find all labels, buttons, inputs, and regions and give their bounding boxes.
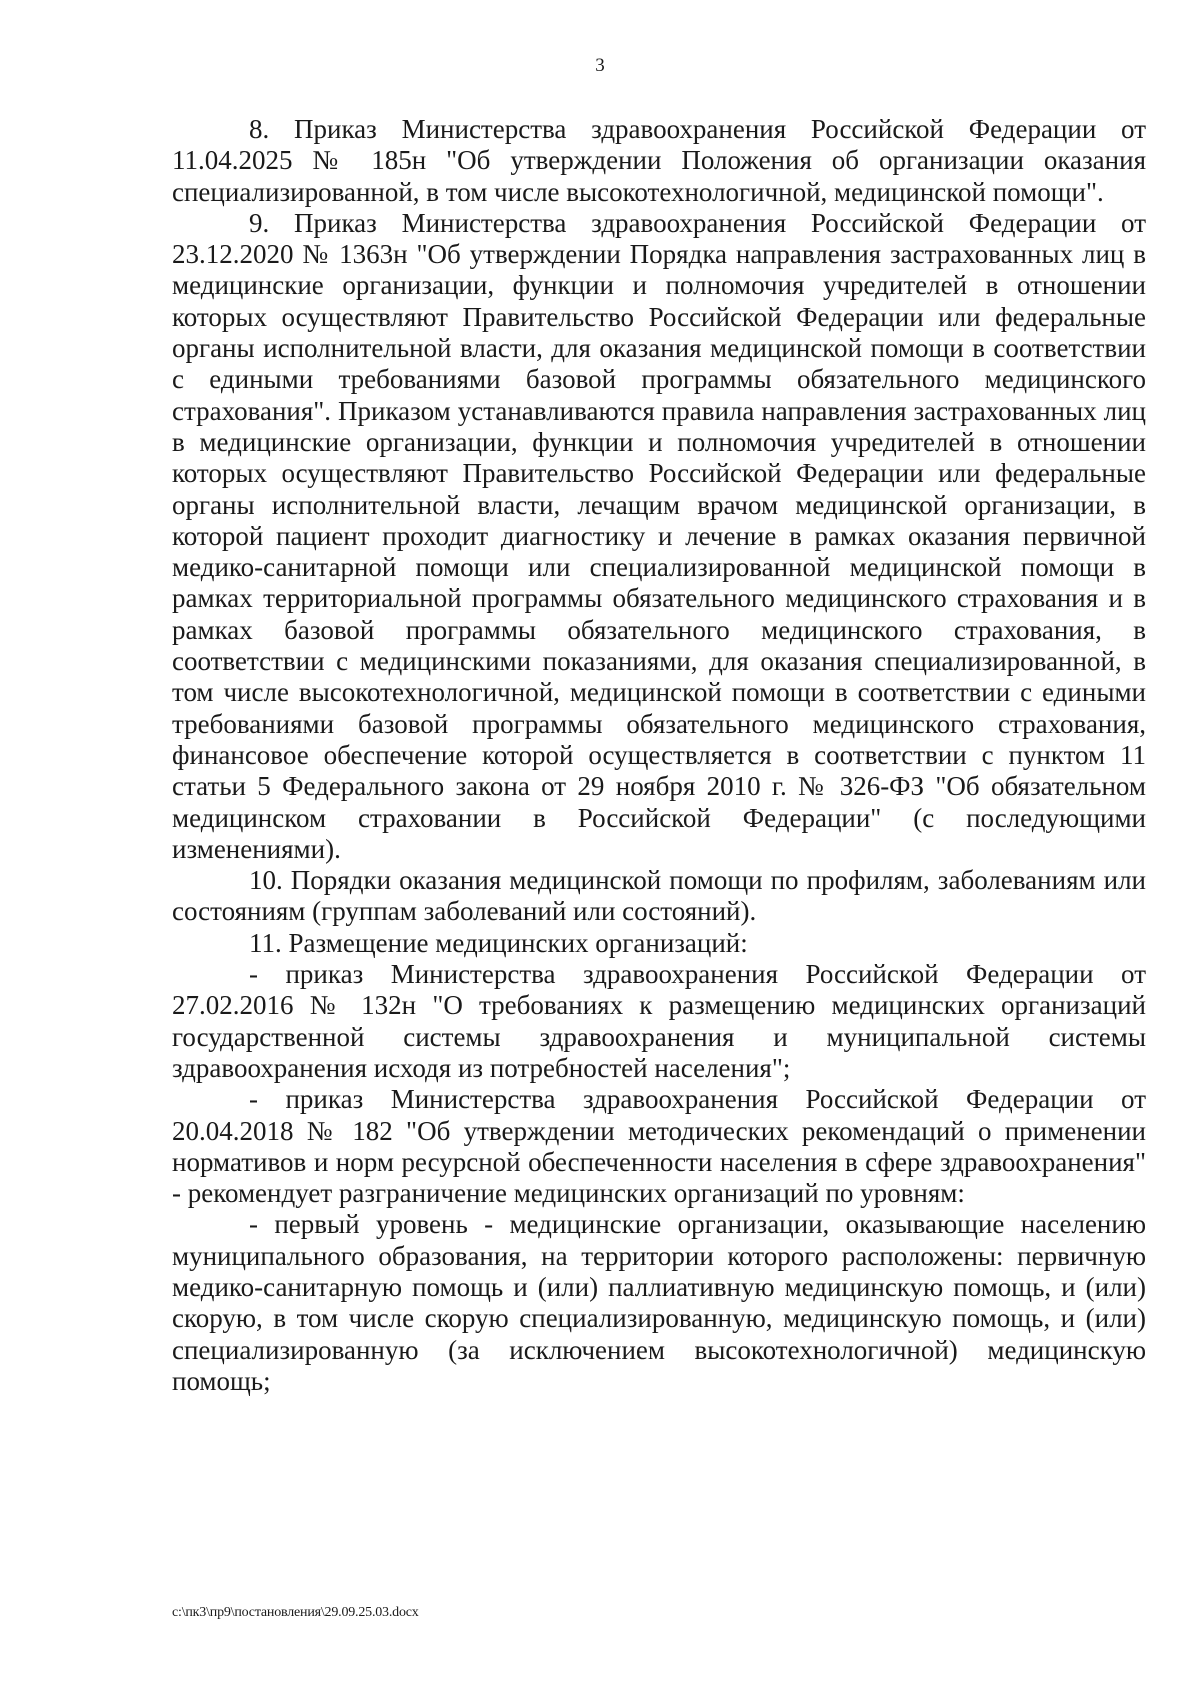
paragraph-item-10: 10. Порядки оказания медицинской помощи по профилям, заболеваниям или состояниям (группам заболеваний или состояний). (172, 865, 1146, 927)
document-body (172, 114, 1146, 1397)
footer-file-path: c:\пк3\пр9\постановления\29.09.25.03.docx (172, 1605, 419, 1620)
paragraph-item-8: 8. Приказ Министерства здравоохранения Российской Федерации от 11.04.2025 № 185н "Об утверждении Положения об организации оказания специализированной, в том числе высокотехнологичной, медицинской помощи". (172, 114, 1146, 207)
paragraph-order-132n: - приказ Министерства здравоохранения Российской Федерации от 27.02.2016 № 132н "О требованиях к размещению медицинских организаций государственной системы здравоохранения и муниципальной системы здравоохранения исходя из потребностей населения"; (172, 959, 1146, 1083)
paragraph-item-11: 11. Размещение медицинских организаций: (249, 927, 748, 958)
paragraph-first-level: - первый уровень - медицинские организации, оказывающие населению муниципального образования, на территории которого расположены: первичную медико-санитарную помощь и (или) паллиативную медицинскую помощь, и (или) скорую, в том числе скорую специализированную, медицинскую помощь, и (или) специализированную (за исключением высокотехнологичной) медицинскую помощь; (172, 1209, 1146, 1396)
paragraph-item-9: 9. Приказ Министерства здравоохранения Российской Федерации от 23.12.2020 № 1363н "Об утверждении Порядка направления застрахованных лиц в медицинские организации, функции и полномочия учредителей в отношении которых осуществляют Правительство Российской Федерации или федеральные органы исполнительной власти, для оказания медицинской помощи в соответствии с едиными требованиями базовой программы обязательного медицинского страхования". Приказом устанавливаются правила направления застрахованных лиц в медицинские организации, функции и полномочия учредителей в отношении которых осуществляют Правительство Российской Федерации или федеральные органы исполнительной власти, лечащим врачом медицинской организации, в которой пациент проходит диагностику и лечение в рамках оказания первичной медико-санитарной помощи или специализированной медицинской помощи в рамках территориальной программы обязательного медицинского страхования и в рамках базовой программы обязательного медицинского страхования, в соответствии с медицинскими показаниями, для оказания специализированной, в том числе высокотехнологичной, медицинской помощи в соответствии с едиными требованиями базовой программы обязательного медицинского страхования, финансовое обеспечение которой осуществляется в соответствии с пунктом 11 статьи 5 Федерального закона от 29 ноября 2010 г. № 326-ФЗ "Об обязательном медицинском страховании в Российской Федерации" (с последующими изменениями). (172, 207, 1146, 864)
paragraph-order-182: - приказ Министерства здравоохранения Российской Федерации от 20.04.2018 № 182 "Об утверждении методических рекомендаций о применении нормативов и норм ресурсной обеспеченности населения в сфере здравоохранения" - рекомендует разграничение медицинских организаций по уровням: (172, 1084, 1146, 1209)
page-number: 3 (595, 55, 605, 76)
